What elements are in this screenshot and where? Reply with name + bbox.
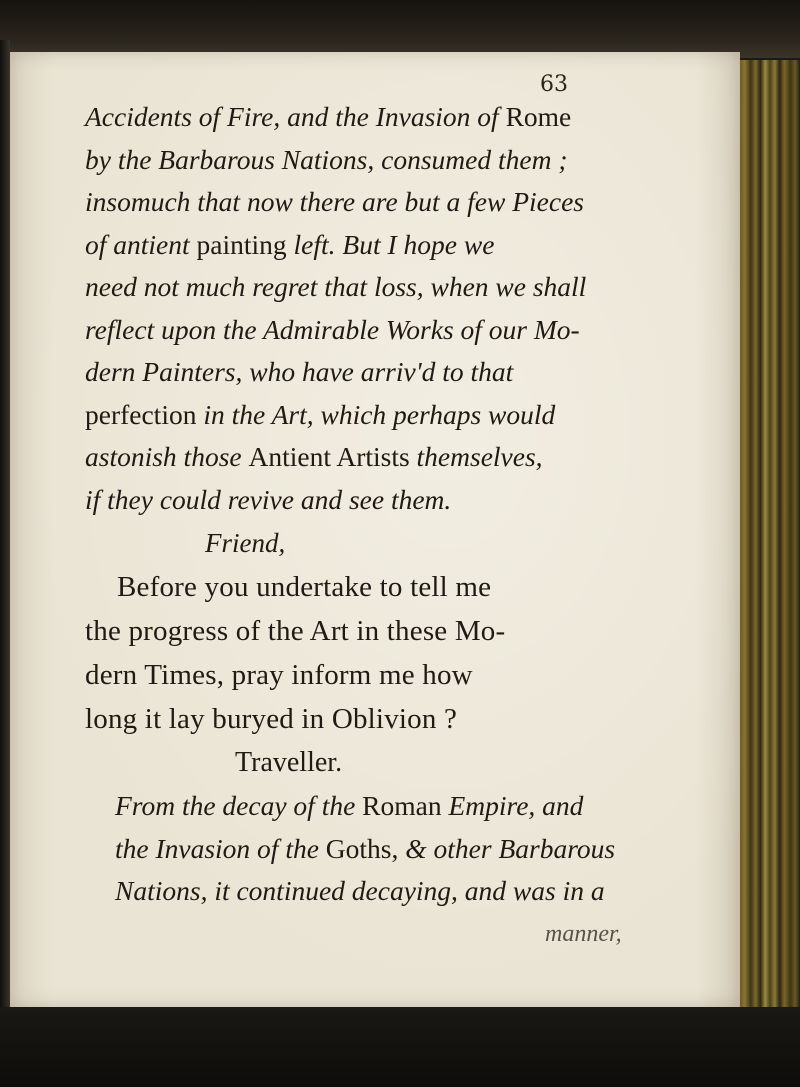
paragraph-1 <box>85 96 700 521</box>
text-run: perfection <box>85 398 197 430</box>
speaker-heading-traveller: Traveller. <box>235 747 343 778</box>
text-run: astonish those <box>85 441 249 472</box>
page-number: 63 <box>540 72 568 97</box>
text-run: & other Barbarous <box>398 832 616 864</box>
text-run: Accidents of Fire, and the Invasion of <box>85 101 506 132</box>
book-spine <box>740 60 800 1020</box>
top-edge-shadow <box>0 0 800 58</box>
text-line <box>85 139 700 182</box>
text-line: the progress of the Art in these Mo- <box>85 615 506 647</box>
text-run: themselves, <box>409 441 543 472</box>
text-line <box>85 394 700 437</box>
text-line <box>85 828 700 871</box>
text-run: Empire, and <box>441 790 584 821</box>
text-run: of antient <box>85 228 197 260</box>
bottom-edge-shadow <box>0 1007 800 1087</box>
text-run: reflect upon the Admirable Works of our Mo- <box>85 313 580 345</box>
text-line: Before you undertake to tell me <box>117 571 492 603</box>
text-run: Antient Artists <box>248 441 410 472</box>
text-line <box>85 309 700 352</box>
text-line <box>85 785 700 828</box>
catchword: manner, <box>545 920 622 947</box>
text-run: need not much regret that loss, when we shall <box>85 271 587 302</box>
text-run: by the Barbarous Nations, consumed them ; <box>85 143 568 175</box>
text-line <box>85 96 700 139</box>
text-run: Rome <box>505 101 572 132</box>
text-run: Roman <box>362 790 442 821</box>
text-run: From the decay of the <box>115 790 363 821</box>
text-run: the Invasion of the <box>115 832 326 864</box>
text-run: if they could revive and see them. <box>85 483 452 515</box>
text-line: long it lay buryed in Oblivion ? <box>85 703 458 735</box>
text-run: dern Painters, who have arriv'd to that <box>85 356 514 387</box>
text-run: painting <box>196 228 287 260</box>
paragraph-3 <box>85 785 700 913</box>
text-line <box>85 351 700 394</box>
page-text <box>85 96 700 955</box>
text-line <box>85 479 700 522</box>
text-run: Goths, <box>325 832 399 864</box>
text-line <box>85 224 700 267</box>
paragraph-2 <box>85 565 700 741</box>
text-run: in the Art, which perhaps would <box>196 398 556 430</box>
speaker-heading-friend: Friend, <box>205 528 286 558</box>
left-edge-shadow <box>0 40 10 1030</box>
text-line <box>85 266 700 309</box>
text-run: Nations, it continued decaying, and was in a <box>115 875 605 906</box>
text-line <box>85 870 700 913</box>
text-run: insomuch that now there are but a few Pieces <box>85 186 584 217</box>
text-line <box>85 436 700 479</box>
text-line: dern Times, pray inform me how <box>85 659 473 691</box>
text-run: left. But I hope we <box>286 228 495 260</box>
text-line <box>85 181 700 224</box>
